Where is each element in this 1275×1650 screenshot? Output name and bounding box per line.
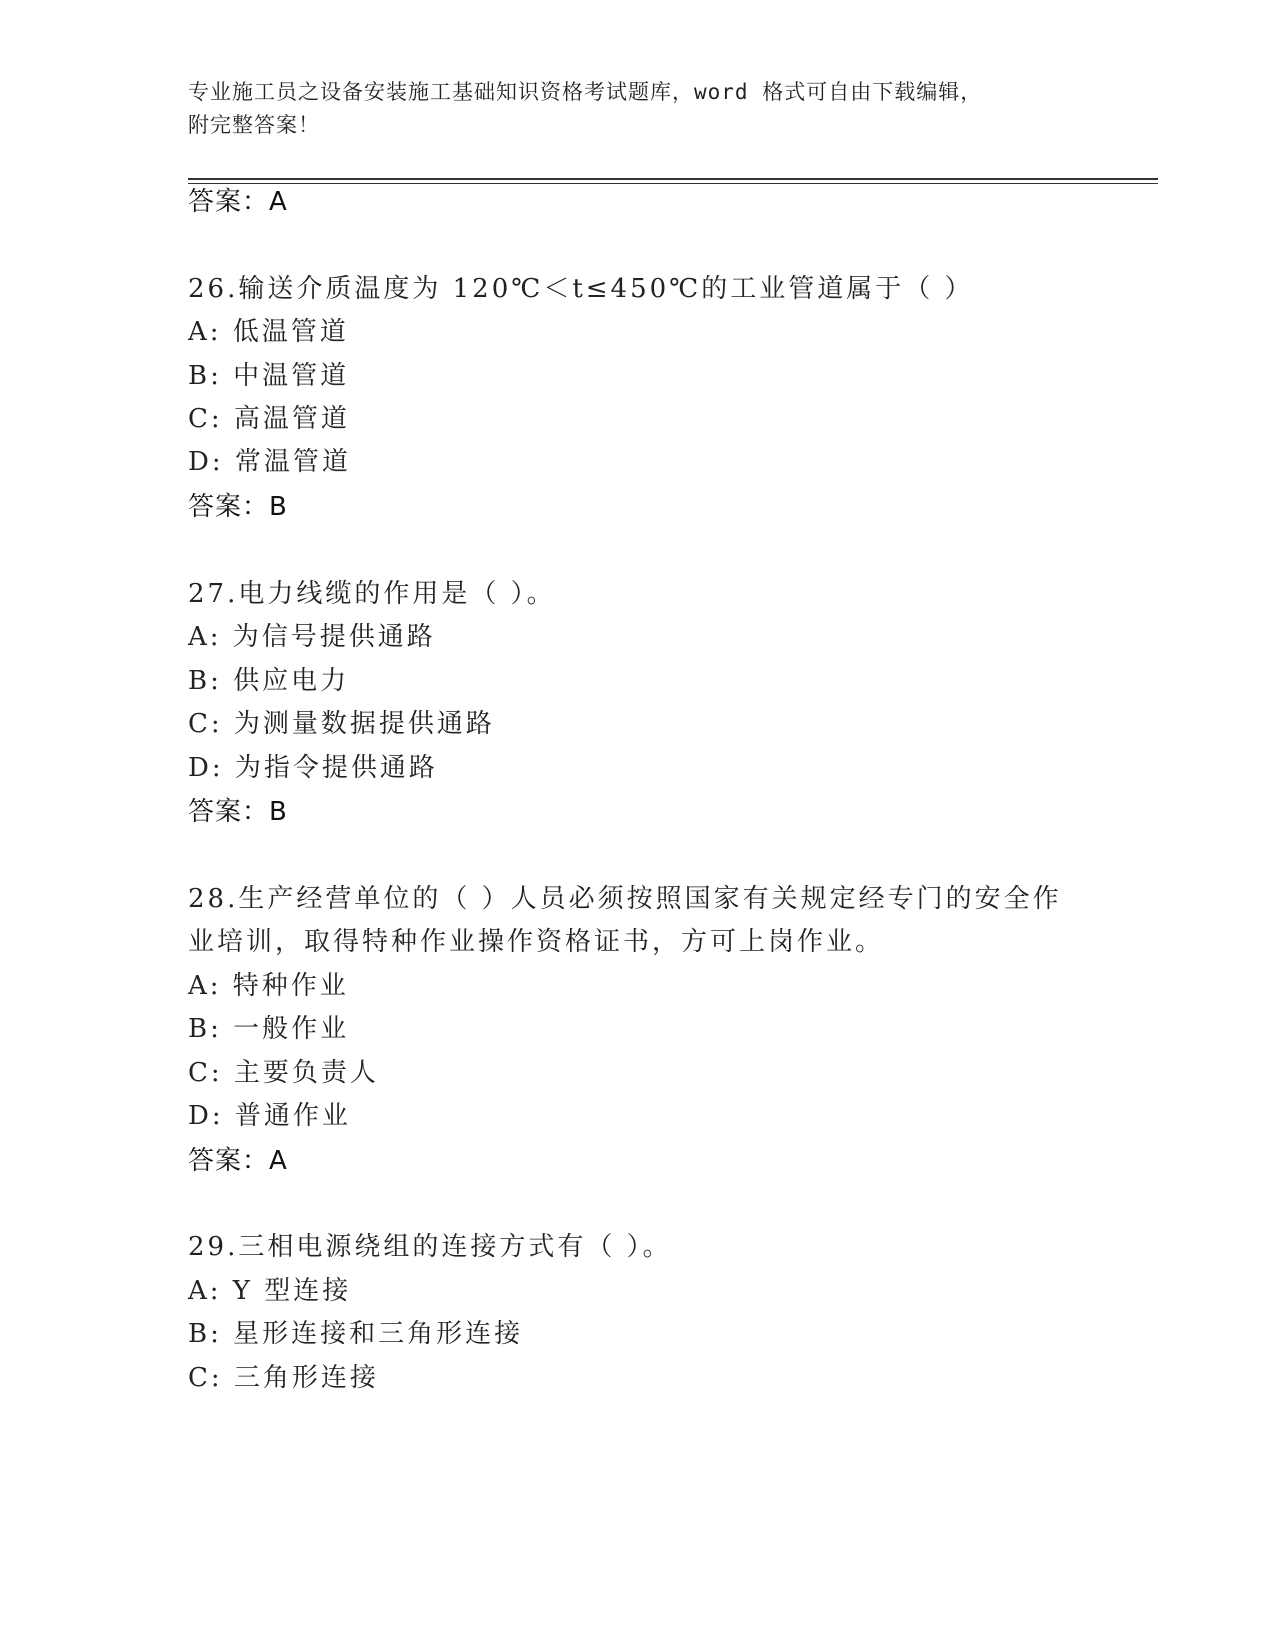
question-26-option-a: A: 低温管道 bbox=[188, 317, 349, 347]
question-26-option-b: B: 中温管道 bbox=[188, 361, 350, 391]
header-divider-thin bbox=[188, 183, 1158, 184]
question-27-option-c: C: 为测量数据提供通路 bbox=[188, 709, 495, 739]
question-26-answer: 答案：B bbox=[188, 492, 288, 522]
question-27-answer: 答案：B bbox=[188, 797, 288, 827]
question-28-text-line-1: 28.生产经营单位的（ ）人员必须按照国家有关规定经专门的安全作 bbox=[188, 884, 1062, 914]
question-29-option-a: A: Y 型连接 bbox=[188, 1276, 352, 1306]
question-29-text: 29.三相电源绕组的连接方式有（ ）。 bbox=[188, 1232, 672, 1262]
question-28-answer: 答案：A bbox=[188, 1146, 288, 1176]
question-27-option-d: D: 为指令提供通路 bbox=[188, 753, 438, 783]
question-28-option-b: B: 一般作业 bbox=[188, 1014, 350, 1044]
header-line-1: 专业施工员之设备安装施工基础知识资格考试题库，word 格式可自由下载编辑， bbox=[188, 80, 983, 104]
question-26-option-d: D: 常温管道 bbox=[188, 447, 351, 477]
question-26-text: 26.输送介质温度为 120℃＜t≤450℃的工业管道属于（ ） bbox=[188, 274, 974, 304]
answer-previous: 答案：A bbox=[188, 187, 288, 217]
question-27-text: 27.电力线缆的作用是（ ）。 bbox=[188, 579, 556, 609]
question-28-option-a: A: 特种作业 bbox=[188, 971, 349, 1001]
question-28-text-line-2: 业培训，取得特种作业操作资格证书，方可上岗作业。 bbox=[188, 927, 885, 957]
question-28-option-c: C: 主要负责人 bbox=[188, 1058, 379, 1088]
question-28-option-d: D: 普通作业 bbox=[188, 1101, 351, 1131]
header-divider-thick bbox=[188, 178, 1158, 180]
question-27-option-b: B: 供应电力 bbox=[188, 666, 350, 696]
document-header bbox=[188, 76, 1088, 142]
question-26-option-c: C: 高温管道 bbox=[188, 404, 350, 434]
header-line-2: 附完整答案！ bbox=[188, 113, 320, 137]
question-29-option-c: C: 三角形连接 bbox=[188, 1363, 379, 1393]
question-27-option-a: A: 为信号提供通路 bbox=[188, 622, 436, 652]
question-29-option-b: B: 星形连接和三角形连接 bbox=[188, 1319, 524, 1349]
